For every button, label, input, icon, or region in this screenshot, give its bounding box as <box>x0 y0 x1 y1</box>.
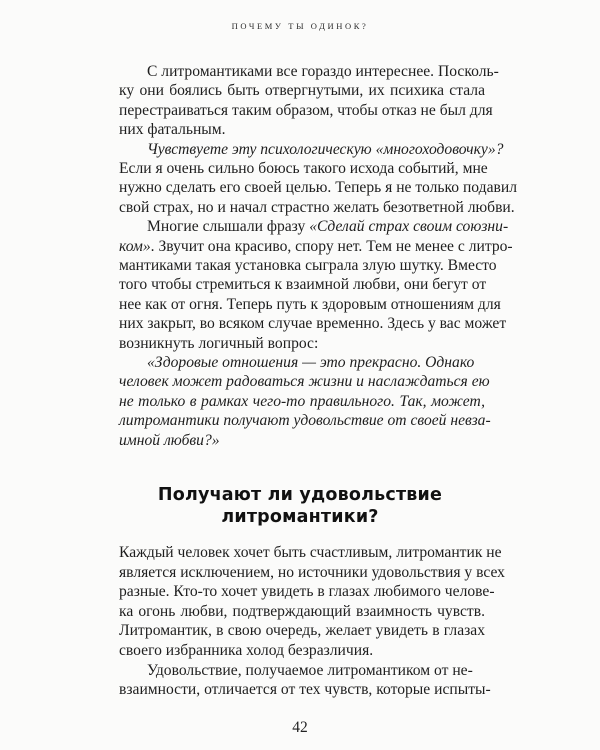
text-line: является исключением, но источники удовольствия у всех <box>119 563 505 581</box>
section-heading-line-1: Получают ли удовольствие <box>157 485 443 505</box>
text-line: С литромантиками все гораздо интереснее. Посколь- <box>147 63 499 80</box>
text-line: перестраиваться таким образом, чтобы отказ не был для <box>119 101 493 119</box>
text-line <box>147 219 508 235</box>
text-fragment: . Звучит она красиво, спору нет. Тем не менее с литро- <box>150 237 513 255</box>
text-line: «Здоровые отношения — это прекрасно. Однако <box>147 354 475 371</box>
text-line: Чувствуете эту психологическую «многоходовочку»? <box>147 140 504 158</box>
quote-phrase: «Сделай страх своим союзни- <box>309 218 509 236</box>
text-line: имной любви?» <box>119 431 220 449</box>
text-line: Литромантик, в свою очередь, желает увидеть в глазах <box>119 622 485 640</box>
text-line: того чтобы стремиться к взаимной любви, они бегут от <box>119 276 487 294</box>
text-line: нее как от огня. Теперь путь к здоровым отношениям для <box>119 295 501 313</box>
text-line: мантиками такая установка сыграла злую шутку. Вместо <box>119 257 497 274</box>
text-line: своего избранника холод безразличия. <box>119 642 374 659</box>
text-line: нужно сделать его своей целью. Теперь я не только подавил <box>119 179 517 197</box>
text-line: разные. Кто-то хочет увидеть в глазах любимого челове- <box>119 583 495 601</box>
text-line: ку они боялись быть отвергнутыми, их психика стала <box>119 82 485 100</box>
text-fragment: Многие слышали фразу <box>147 218 310 236</box>
text-line: не только в рамках чего-то правильного. Так, может, <box>119 392 485 410</box>
section-heading-line-2: литромантики? <box>221 507 379 527</box>
page-number: 42 <box>292 719 308 736</box>
text-line: ка огонь любви, подтверждающий взаимность чувств. <box>119 602 485 620</box>
quote-phrase: ком» <box>119 237 151 255</box>
text-line: Каждый человек хочет быть счастливым, литромантик не <box>119 544 502 561</box>
text-line: человек может радоваться жизни и наслаждаться ею <box>119 373 490 391</box>
text-line: взаимности, отличается от тех чувств, которые испыты- <box>119 681 491 699</box>
text-line: них фатальным. <box>119 121 226 139</box>
text-line: возникнуть логичный вопрос: <box>119 334 319 352</box>
text-line: свой страх, но и начал страстно желать безответной любви. <box>119 198 515 216</box>
running-head: ПОЧЕМУ ТЫ ОДИНОК? <box>231 21 369 31</box>
text-line: Удовольствие, получаемое литромантиком от не- <box>147 661 473 679</box>
text-line: Если я очень сильно боюсь такого исхода событий, мне <box>119 160 488 177</box>
text-line <box>119 239 513 255</box>
text-line: литромантики получают удовольствие от своей невза- <box>119 412 491 430</box>
text-line: них закрыт, во всяком случае временно. Здесь у вас может <box>119 315 507 333</box>
